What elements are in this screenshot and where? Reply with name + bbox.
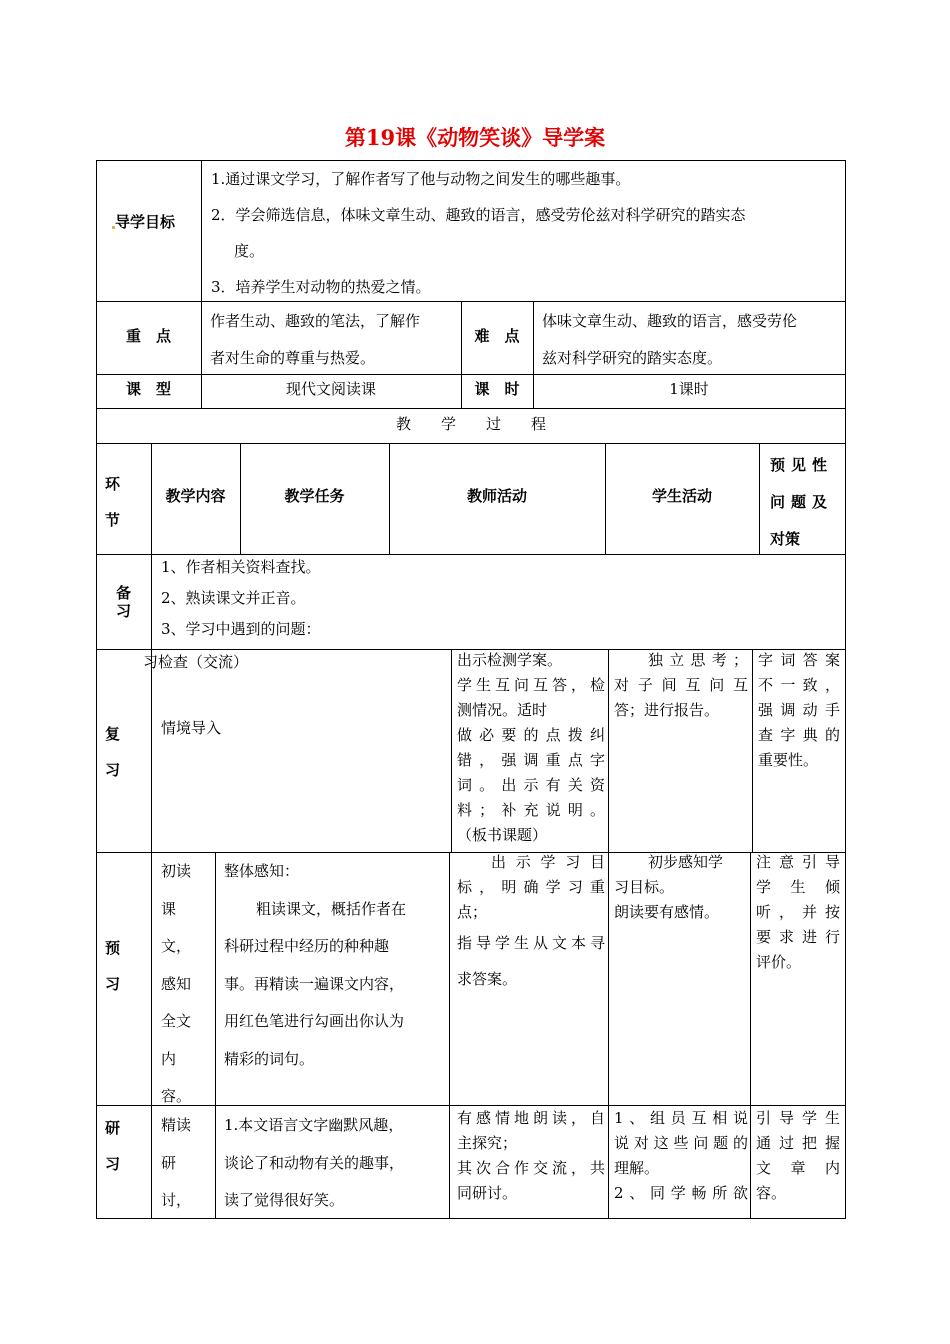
page-title: 第19课《动物笑谈》导学案 [344, 125, 606, 150]
review-content-check: 习检查（交流） [143, 653, 249, 671]
text-line: 求答案。 [457, 970, 518, 988]
key-points-label: 重 点 [125, 327, 171, 345]
lesson-type-value: 现代文阅读课 [285, 380, 376, 398]
research-task [224, 1107, 446, 1220]
objective-item: 度。 [234, 242, 265, 260]
text-line: 评价。 [756, 953, 802, 971]
text-line: 朗读要有感情。 [614, 903, 720, 921]
col-header-stage [105, 466, 145, 538]
text-line: 1.本文语言文字幽默风趣， [224, 1116, 404, 1134]
text-line: 1、组员互相说 [614, 1109, 748, 1127]
text-line: 读了觉得很好笑。 [224, 1191, 345, 1209]
research-content [161, 1107, 213, 1220]
text-line: 错，强调重点字 [457, 751, 605, 769]
text-line: 主探究； [457, 1134, 518, 1152]
text-line: 词。出示有关资 [457, 776, 605, 794]
text-line: 答；进行报告。 [614, 701, 720, 719]
text-line: 学生倾 [756, 878, 840, 896]
stage-preview [105, 930, 145, 1002]
text-line: 通过把握 [756, 1134, 840, 1152]
preparation-list [161, 552, 841, 645]
text-line: 强调动手 [758, 701, 840, 719]
text-line: 预 [105, 939, 121, 957]
text-line: 查字典的 [758, 726, 840, 744]
text-line: 同研讨。 [457, 1184, 518, 1202]
preview-teacher [457, 850, 605, 997]
col-divider [752, 649, 753, 853]
text-line: 文， [161, 937, 192, 955]
text-line: 体味文章生动、趣致的语言，感受劳伦 [542, 312, 798, 330]
text-line: 容。 [756, 1184, 787, 1202]
text-line: 精读 [161, 1116, 192, 1134]
list-item: 1、作者相关资料查找。 [161, 558, 321, 576]
lesson-type-label: 课 型 [125, 380, 171, 398]
text-line: 初读 [161, 862, 192, 880]
col-divider [449, 852, 450, 1219]
research-student [614, 1106, 748, 1206]
text-line: 字词答案 [758, 651, 840, 669]
list-item: 2、熟读课文并正音。 [161, 589, 306, 607]
text-line: 说对这些问题的 [614, 1134, 748, 1152]
text-line: 者对生命的尊重与热爱。 [210, 349, 376, 367]
text-line: 理解。 [614, 1159, 660, 1177]
table-border-left [96, 160, 97, 1219]
stage-review [105, 716, 145, 788]
text-line: 用红色笔进行勾画出你认为 [224, 1012, 405, 1030]
text-line: 不一致， [758, 676, 840, 694]
col-header-content: 教学内容 [165, 487, 226, 505]
text-line: 作者生动、趣致的笔法，了解作 [210, 312, 421, 330]
objective-item: 1.通过课文学习，了解作者写了他与动物之间发生的哪些趣事。 [211, 170, 631, 188]
text-line: 内 [161, 1049, 177, 1068]
text-line: 学生互问互答，检 [457, 676, 605, 694]
text-line: 习 [115, 602, 131, 620]
text-line: 听，并按 [756, 903, 840, 921]
text-line: 感知 [161, 974, 192, 993]
text-line: 课 [161, 899, 177, 918]
text-line: 整体感知： [224, 862, 300, 880]
col-header-teacher: 教师活动 [466, 487, 527, 505]
col-divider [151, 649, 152, 853]
col-divider [759, 443, 760, 555]
review-student [614, 648, 748, 723]
text-line: 精彩的词句。 [224, 1049, 315, 1068]
text-line: 习目标。 [614, 878, 675, 896]
text-line: 标，明确学习重 [457, 878, 605, 896]
table-border-right [845, 160, 846, 1219]
col-divider [201, 160, 202, 409]
text-line: 科研过程中经历的种种趣 [224, 937, 390, 955]
research-teacher [457, 1106, 605, 1206]
text-line: 备 [115, 584, 131, 602]
review-teacher [457, 648, 605, 848]
preview-prevision [756, 850, 840, 975]
stage-preparation [96, 584, 151, 620]
objectives-label-text: 导学目标 [115, 213, 176, 231]
research-prevision [756, 1106, 840, 1206]
objectives-list [211, 160, 841, 305]
text-line: 研 [105, 1119, 121, 1137]
text-line: 容。 [161, 1087, 192, 1105]
lesson-time-label: 课 时 [474, 380, 520, 398]
text-line: 要求进行 [756, 928, 840, 946]
objective-item: 3．培养学生对动物的热爱之情。 [211, 278, 431, 296]
text-line: 注意引导 [756, 853, 840, 871]
text-line: 习 [105, 1155, 121, 1173]
col-divider [215, 852, 216, 1219]
text-line: 测情况。适时 [457, 701, 548, 719]
text-line: 习 [105, 761, 121, 779]
stage-research [105, 1110, 145, 1182]
objective-item: 2．学会筛选信息，体味文章生动、趣致的语言，感受劳伦兹对科学研究的踏实态 [211, 206, 746, 224]
col-divider [750, 852, 751, 1219]
objectives-label [112, 210, 202, 235]
col-header-student: 学生活动 [651, 487, 712, 505]
text-line: 独立思考； [648, 651, 748, 669]
text-line: 复 [105, 725, 121, 743]
review-content-intro: 情境导入 [161, 719, 222, 737]
text-line: 出示检测学案。 [457, 651, 563, 669]
text-line: （板书课题） [457, 826, 548, 844]
difficulty-text [542, 303, 842, 377]
text-line: 其次合作交流，共 [457, 1159, 605, 1177]
text-line: 兹对科学研究的踏实态度。 [542, 349, 723, 367]
text-line: 对策 [770, 530, 801, 548]
col-header-task: 教学任务 [284, 487, 345, 505]
preview-content [161, 853, 213, 1116]
text-line: 事。再精读一遍课文内容， [224, 974, 405, 993]
key-points-text [210, 303, 460, 377]
text-line: 全文 [161, 1012, 192, 1030]
list-item: 3、学习中遇到的问题： [161, 620, 321, 638]
text-line: 谈论了和动物有关的趣事， [224, 1153, 405, 1172]
preview-task [224, 853, 446, 1078]
text-line: 料；补充说明。 [457, 801, 605, 819]
text-line: 指导学生从文本寻 [457, 934, 605, 952]
col-divider [608, 649, 609, 853]
text-line: 讨， [161, 1191, 192, 1209]
text-line: 研 [161, 1153, 177, 1172]
preview-student [614, 850, 748, 925]
text-line: 对子间互问互 [614, 676, 748, 694]
text-line: 问题及 [770, 493, 834, 511]
col-header-prevision [770, 447, 842, 558]
process-header: 教 学 过 程 [395, 415, 546, 433]
lesson-time-value: 1课时 [669, 380, 709, 398]
difficulty-label: 难 点 [474, 327, 520, 345]
text-line: 重要性。 [758, 751, 819, 769]
text-line: 引导学生 [756, 1109, 840, 1127]
text-line: 习 [105, 975, 121, 993]
row-divider [96, 443, 846, 444]
text-line: 做必要的点拨纠 [457, 726, 605, 744]
row-divider [96, 408, 846, 409]
col-divider [608, 852, 609, 1219]
text-line: 有感情地朗读，自 [457, 1109, 605, 1127]
text-line: 环 [105, 475, 121, 493]
text-line: 出示学习目 [491, 853, 605, 871]
col-divider [151, 554, 152, 650]
text-line: 文章内 [756, 1159, 840, 1177]
text-line: 粗读课文，概括作者在 [256, 899, 407, 918]
text-line: 初步感知学 [648, 853, 724, 871]
text-line: 预见性 [770, 456, 834, 474]
review-prevision [758, 648, 840, 773]
col-divider [151, 852, 152, 1219]
text-line: 节 [105, 511, 121, 529]
text-line: 2、同学畅所欲 [614, 1184, 748, 1202]
col-divider [451, 649, 452, 853]
text-line: 点； [457, 903, 488, 921]
